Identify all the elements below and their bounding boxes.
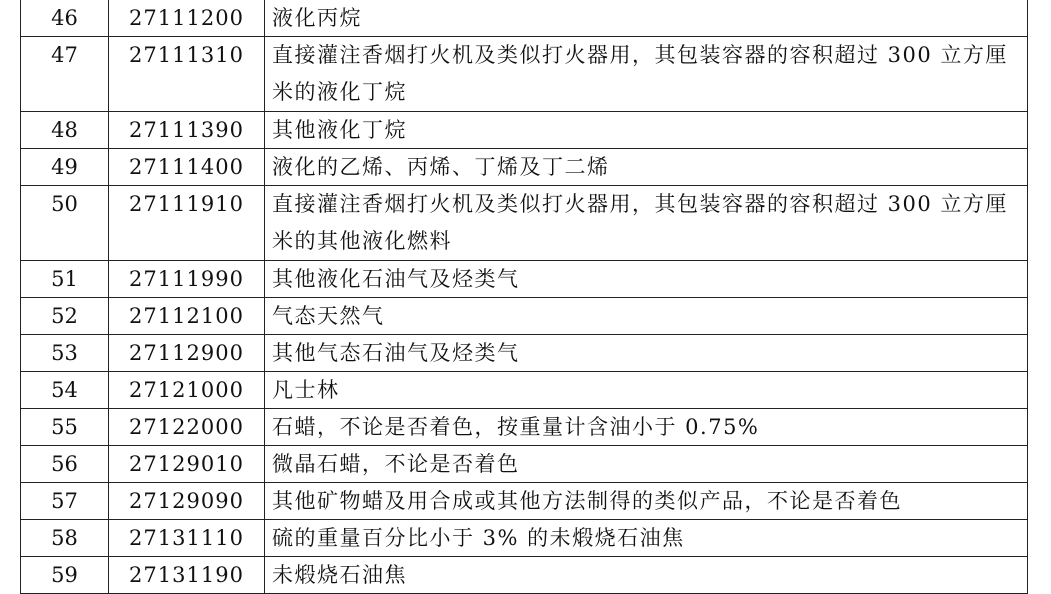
product-description: 直接灌注香烟打火机及类似打火器用，其包装容器的容积超过 300 立方厘米的液化丁烷	[265, 37, 1028, 112]
table-row	[21, 112, 1028, 149]
product-description: 其他气态石油气及烃类气	[265, 335, 1028, 372]
row-number: 46	[21, 0, 109, 37]
hs-code: 27131110	[109, 520, 265, 557]
table-row	[21, 483, 1028, 520]
row-number: 58	[21, 520, 109, 557]
hs-code: 27111200	[109, 0, 265, 37]
table-row	[21, 0, 1028, 37]
product-description: 硫的重量百分比小于 3% 的未煅烧石油焦	[265, 520, 1028, 557]
row-number: 55	[21, 409, 109, 446]
hs-code: 27112100	[109, 298, 265, 335]
table-row	[21, 186, 1028, 261]
hs-code: 27131190	[109, 557, 265, 594]
table-row	[21, 149, 1028, 186]
row-number: 52	[21, 298, 109, 335]
hs-code: 27111990	[109, 261, 265, 298]
product-description: 其他液化石油气及烃类气	[265, 261, 1028, 298]
table-row	[21, 261, 1028, 298]
product-description: 液化的乙烯、丙烯、丁烯及丁二烯	[265, 149, 1028, 186]
table-row	[21, 520, 1028, 557]
product-description: 石蜡，不论是否着色，按重量计含油小于 0.75%	[265, 409, 1028, 446]
hs-code: 27111910	[109, 186, 265, 261]
hs-code: 27121000	[109, 372, 265, 409]
hs-code: 27111310	[109, 37, 265, 112]
row-number: 48	[21, 112, 109, 149]
product-description: 液化丙烷	[265, 0, 1028, 37]
row-number: 47	[21, 37, 109, 112]
row-number: 57	[21, 483, 109, 520]
hs-code: 27129010	[109, 446, 265, 483]
product-description: 微晶石蜡，不论是否着色	[265, 446, 1028, 483]
product-description: 直接灌注香烟打火机及类似打火器用，其包装容器的容积超过 300 立方厘米的其他液化燃料	[265, 186, 1028, 261]
table-row	[21, 446, 1028, 483]
hs-code: 27122000	[109, 409, 265, 446]
row-number: 54	[21, 372, 109, 409]
product-description: 其他矿物蜡及用合成或其他方法制得的类似产品，不论是否着色	[265, 483, 1028, 520]
hs-code: 27111390	[109, 112, 265, 149]
product-description: 凡士林	[265, 372, 1028, 409]
hs-code: 27112900	[109, 335, 265, 372]
row-number: 50	[21, 186, 109, 261]
row-number: 49	[21, 149, 109, 186]
hs-code: 27129090	[109, 483, 265, 520]
row-number: 51	[21, 261, 109, 298]
table-row	[21, 298, 1028, 335]
hs-code: 27111400	[109, 149, 265, 186]
table-row	[21, 557, 1028, 594]
commodity-table	[20, 0, 1028, 594]
table-row	[21, 335, 1028, 372]
product-description: 气态天然气	[265, 298, 1028, 335]
product-description: 未煅烧石油焦	[265, 557, 1028, 594]
table-row	[21, 372, 1028, 409]
product-description: 其他液化丁烷	[265, 112, 1028, 149]
table-row	[21, 37, 1028, 112]
table-row	[21, 409, 1028, 446]
row-number: 53	[21, 335, 109, 372]
row-number: 56	[21, 446, 109, 483]
row-number: 59	[21, 557, 109, 594]
